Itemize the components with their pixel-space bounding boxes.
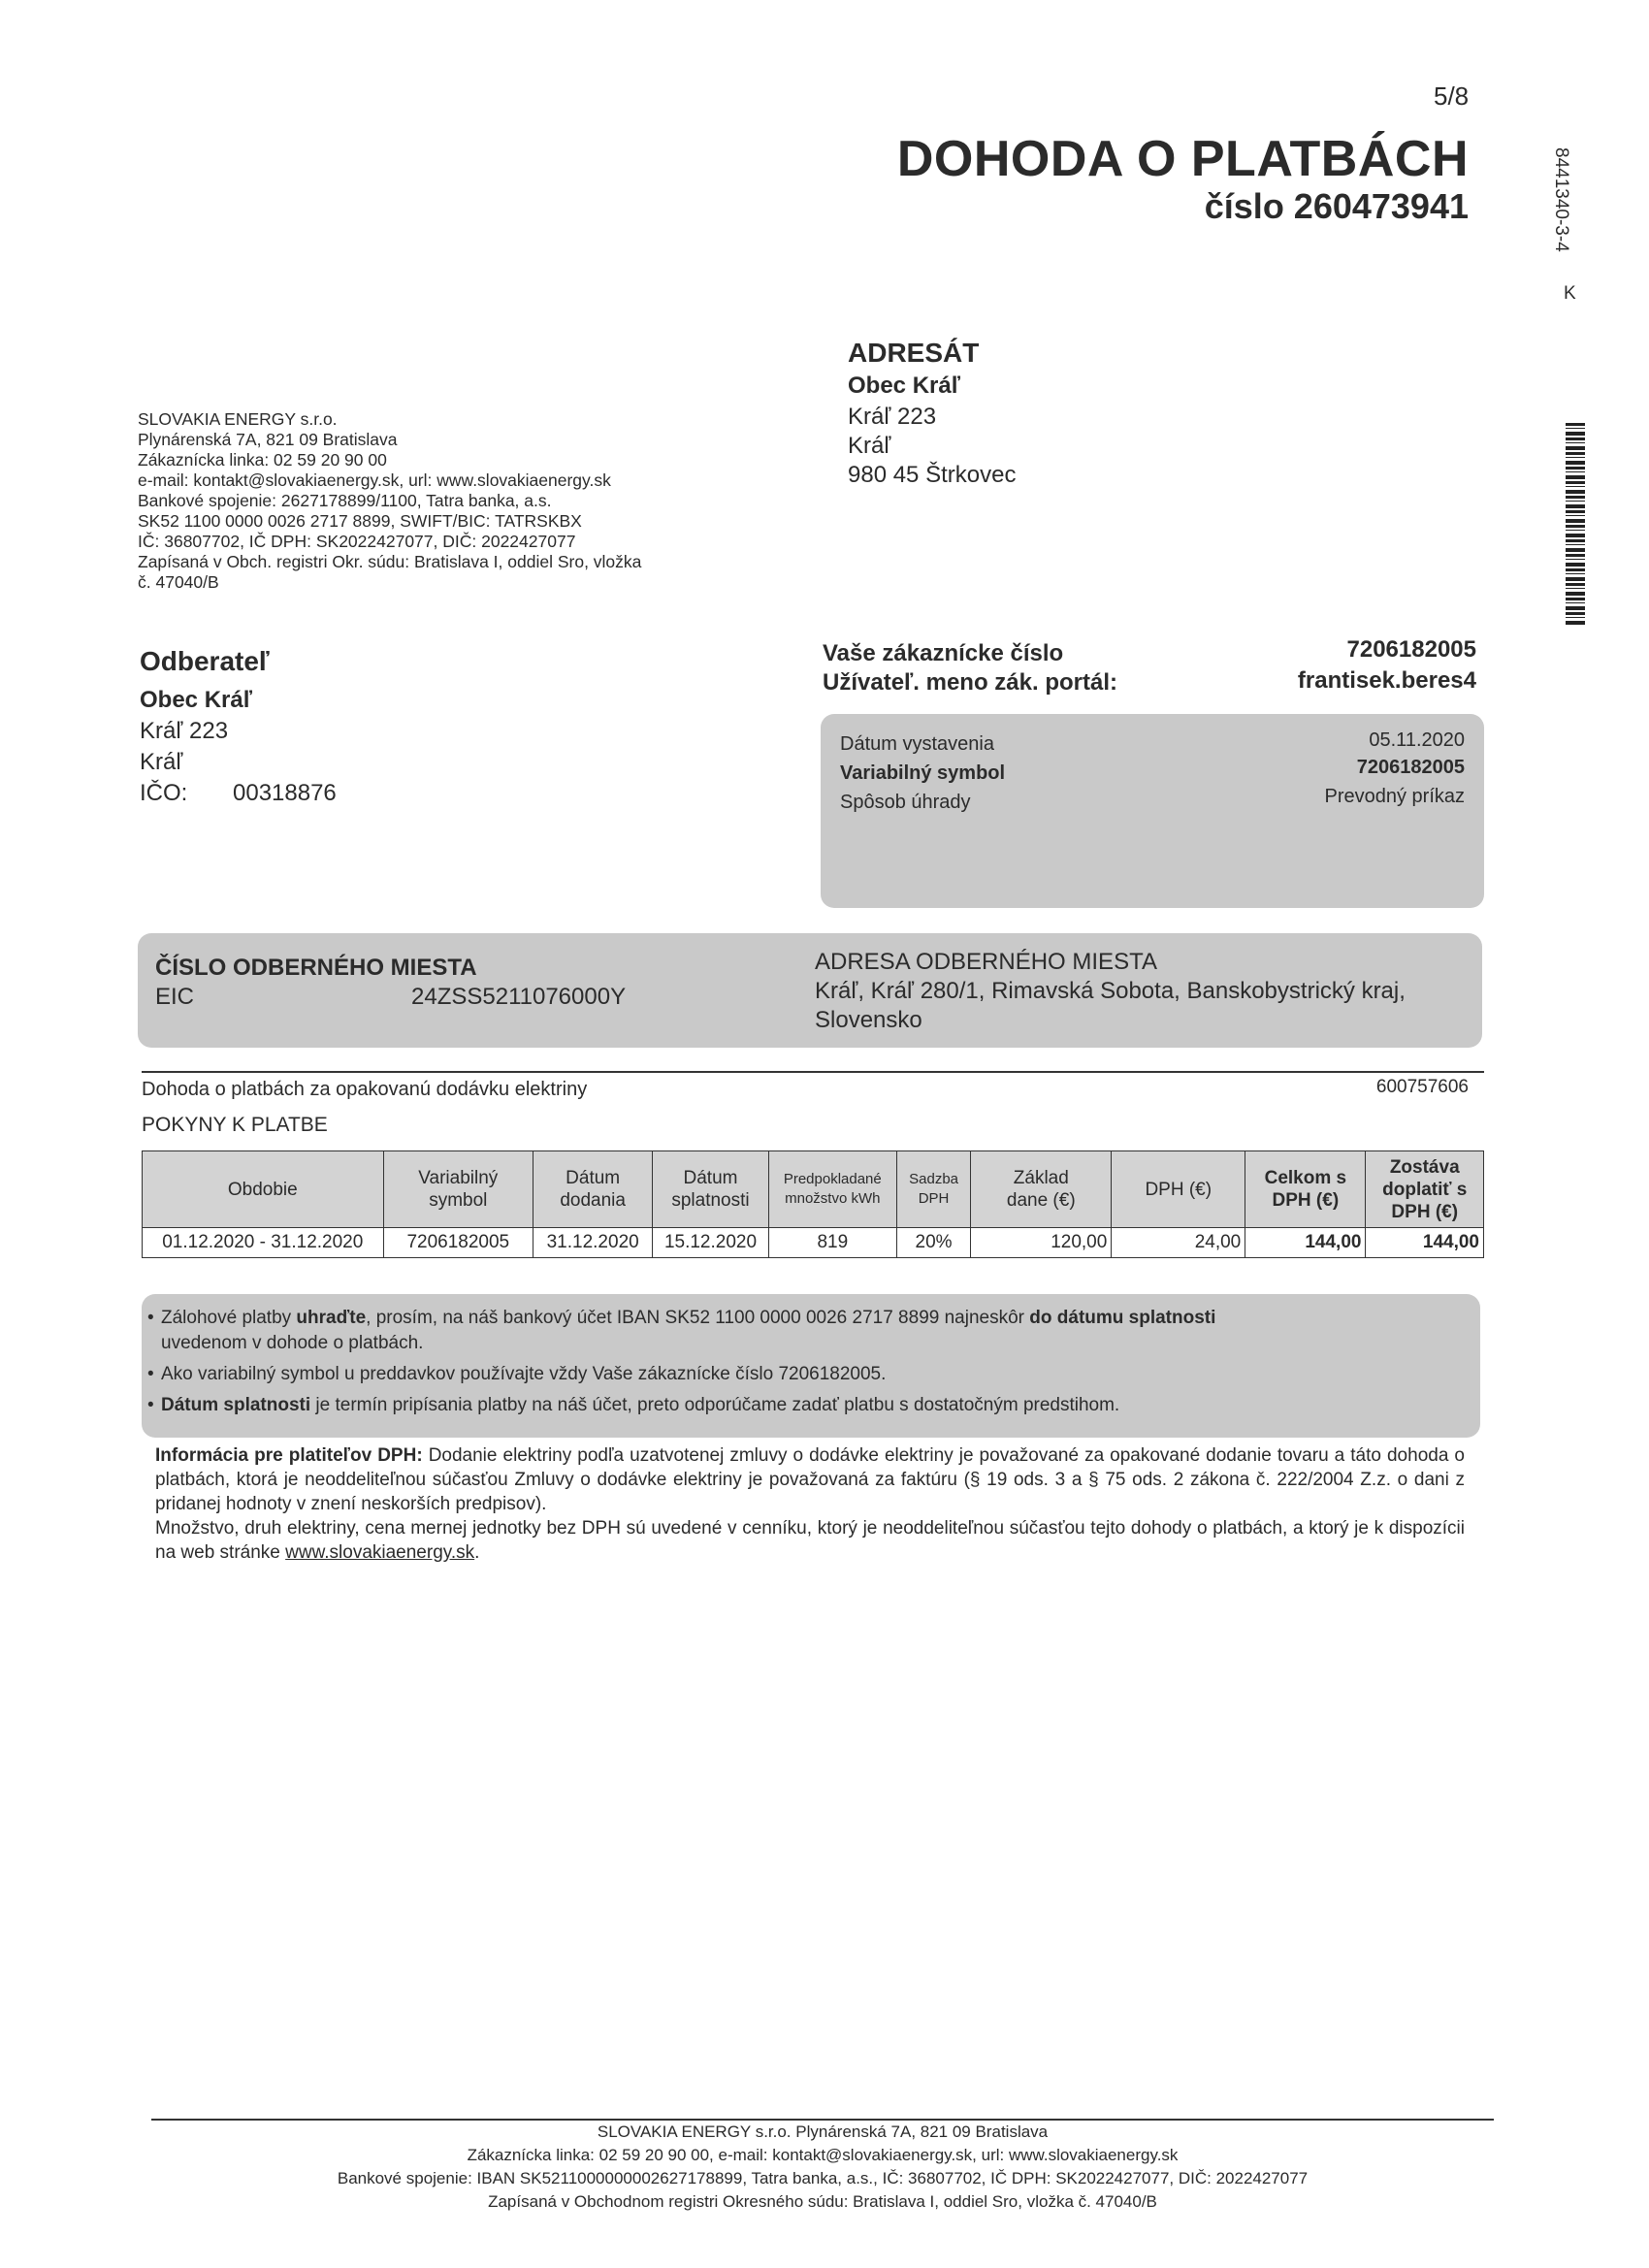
variable-symbol-label: Variabilný symbol [840,762,1006,784]
variable-symbol-value: 7206182005 [1356,757,1465,778]
company-registry-cont: č. 47040/B [138,572,219,592]
table-row [143,1228,1484,1258]
company-address: Plynárenská 7A, 821 09 Bratislava [138,430,398,449]
table-header-row [143,1151,1484,1228]
issue-date-value: 05.11.2020 [1369,729,1465,751]
cell-celkom: 144,00 [1245,1228,1366,1258]
customer-number-label: Vaše zákaznícke číslo [823,640,1064,666]
reference-number: 600757606 [1375,1077,1469,1097]
note-item: • Dátum splatnosti je termín pripísania platby na náš účet, preto odporúčame zadať platbu s dostatočným predstihom. [147,1395,1120,1415]
col-zaklad-dane: Základ dane (€) [971,1151,1112,1228]
note-item: • Zálohové platby uhraďte, prosím, na náš bankový účet IBAN SK52 1100 0000 0026 2717 8899 najneskôr do dátumu splatnosti [147,1308,1216,1328]
portal-user-value: frantisek.beres4 [1297,667,1476,694]
col-dph: DPH (€) [1112,1151,1245,1228]
delivery-point-heading: ČÍSLO ODBERNÉHO MIESTA [155,955,477,981]
col-variabilny-symbol: Variabilný symbol [383,1151,533,1228]
cell-datum-dodania: 31.12.2020 [534,1228,653,1258]
website-link[interactable]: www.slovakiaenergy.sk [285,1542,475,1563]
footer-divider [151,2119,1494,2121]
divider [142,1071,1484,1073]
vat-info-label: Informácia pre platiteľov DPH: [155,1445,423,1466]
odberatel-heading: Odberateľ [140,646,270,676]
col-predpokladane-mnozstvo: Predpokladané množstvo kWh [768,1151,896,1228]
barcode [1566,423,1585,625]
footer-bank: Bankové spojenie: IBAN SK5211000000002627178899, Tatra banka, a.s., IČ: 36807702, IČ DPH: SK2022427077, DIČ: 2022427077 [337,2169,1309,2187]
side-code: 8441340-3-4 [1551,147,1571,252]
company-registry: Zapísaná v Obch. registri Okr. súdu: Bratislava I, oddiel Sro, vložka [138,552,642,571]
eic-value: 24ZSS5211076000Y [411,984,627,1010]
col-sadzba-dph: Sadzba DPH [896,1151,970,1228]
delivery-address-country: Slovensko [815,1007,922,1033]
company-ids: IČ: 36807702, IČ DPH: SK2022427077, DIČ: 2022427077 [138,532,576,551]
payment-method-value: Prevodný príkaz [1324,786,1465,807]
company-bank: Bankové spojenie: 2627178899/1100, Tatra banka, a.s. [138,491,552,510]
odberatel-ico-label: IČO: [140,780,188,806]
note-item-cont: uvedenom v dohode o platbách. [161,1333,424,1353]
adresat-street: Kráľ 223 [848,404,937,430]
note-item: • Ako variabilný symbol u preddavkov používajte vždy Vaše zákaznícke číslo 7206182005. [147,1364,887,1384]
delivery-address-heading: ADRESA ODBERNÉHO MIESTA [815,949,1157,975]
page-number: 5/8 [1434,81,1470,111]
col-obdobie: Obdobie [143,1151,384,1228]
odberatel-street: Kráľ 223 [140,718,229,744]
adresat-name: Obec Kráľ [848,373,960,399]
payment-instructions-heading: POKYNY K PLATBE [142,1114,328,1136]
cell-zostava: 144,00 [1366,1228,1484,1258]
side-letter: K [1564,283,1576,304]
col-celkom: Celkom s DPH (€) [1245,1151,1366,1228]
footer-company: SLOVAKIA ENERGY s.r.o. Plynárenská 7A, 821 09 Bratislava [597,2122,1049,2141]
company-name: SLOVAKIA ENERGY s.r.o. [138,409,338,429]
eic-label: EIC [155,984,195,1010]
cell-sadzba: 20% [896,1228,970,1258]
cell-obdobie: 01.12.2020 - 31.12.2020 [143,1228,384,1258]
footer-registry: Zapísaná v Obchodnom registri Okresného súdu: Bratislava I, oddiel Sro, vložka č. 47040/B [488,2192,1157,2211]
portal-user-label: Užívateľ. meno zák. portál: [823,669,1117,696]
payment-table [142,1150,1484,1258]
col-zostava: Zostáva doplatiť s DPH (€) [1366,1151,1484,1228]
customer-number-value: 7206182005 [1346,636,1476,663]
cell-variabilny-symbol: 7206182005 [383,1228,533,1258]
adresat-town: Kráľ [848,433,891,459]
delivery-address-line: Kráľ, Kráľ 280/1, Rimavská Sobota, Banskobystrický kraj, [815,978,1406,1004]
odberatel-name: Obec Kráľ [140,687,252,713]
vat-info: Informácia pre platiteľov DPH: Dodanie elektriny podľa uzatvotenej zmluvy o dodávke elektriny je považované za opakované dodanie tovaru a táto dohoda o platbách, ktorá je neoddeliteľnou súčasťou Zmluvy o dodávke elektriny je považovaná za faktúru (§ 19 ods. 3 a § 75 ods. 2 zákona č. 222/2004 Z.z. o dani z pridanej hodnoty v znení neskorších predpisov). Množstvo, druh elektriny, cena mernej jednotky bez DPH sú uvedené v cenníku, ktorý je neoddeliteľnou súčasťou tejto dohody o platbách, a ktorý je k dispozícii na web stránke www.slovakiaenergy.sk. [155,1445,1465,1563]
cell-mnozstvo: 819 [768,1228,896,1258]
adresat-postcode: 980 45 Štrkovec [848,462,1017,488]
odberatel-town: Kráľ [140,749,183,775]
col-datum-dodania: Dátum dodania [534,1151,653,1228]
company-iban: SK52 1100 0000 0026 2717 8899, SWIFT/BIC: TATRSKBX [138,511,582,531]
company-hotline: Zákaznícka linka: 02 59 20 90 00 [138,450,387,470]
company-info [138,409,641,593]
footer-contact: Zákaznícka linka: 02 59 20 90 00, e-mail: kontakt@slovakiaenergy.sk, url: www.slovakiaenergy.sk [467,2146,1179,2164]
odberatel-ico-value: 00318876 [233,780,337,806]
agreement-intro: Dohoda o platbách za opakovanú dodávku elektriny [142,1079,588,1100]
cell-datum-splatnosti: 15.12.2020 [653,1228,768,1258]
company-email: e-mail: kontakt@slovakiaenergy.sk, url: www.slovakiaenergy.sk [138,470,611,490]
issue-date-label: Dátum vystavenia [840,733,994,755]
document-title: DOHODA O PLATBÁCH [896,131,1469,187]
payment-method-label: Spôsob úhrady [840,792,971,813]
document-number: číslo 260473941 [1204,186,1469,226]
cell-zaklad: 120,00 [971,1228,1112,1258]
col-datum-splatnosti: Dátum splatnosti [653,1151,768,1228]
adresat-heading: ADRESÁT [848,338,980,368]
cell-dph: 24,00 [1112,1228,1245,1258]
